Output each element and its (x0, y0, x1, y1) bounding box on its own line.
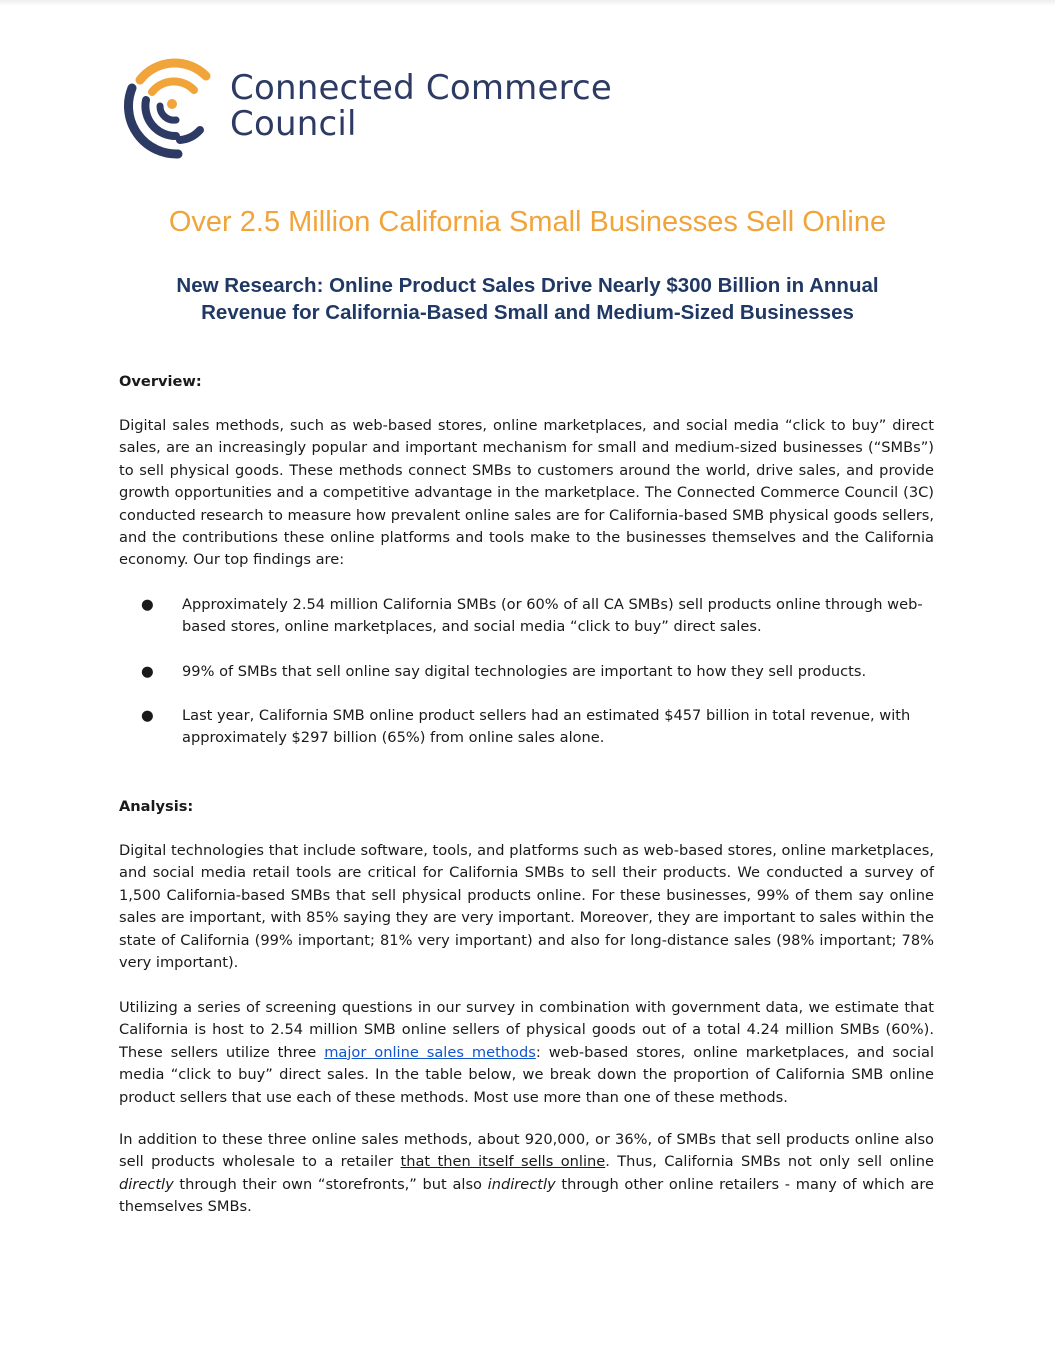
page-title: Over 2.5 Million California Small Businesses Sell Online (168, 206, 887, 238)
italic-indirectly: indirectly (487, 1175, 556, 1193)
bullet-dot-icon: ● (141, 596, 154, 613)
paragraph-3-text-b: . Thus, California SMBs not only sell online (605, 1153, 934, 1171)
connected-commerce-council-logo (118, 52, 618, 162)
findings-list (119, 594, 934, 754)
analysis-paragraph-3 (119, 1129, 934, 1219)
paragraph-3-text-c: through their own “storefronts,” but also (173, 1175, 488, 1193)
major-online-sales-methods-link[interactable]: major online sales methods (324, 1043, 536, 1061)
subtitle-line-2: Revenue for California-Based Small and Medium-Sized Businesses (201, 301, 854, 324)
bullet-dot-icon: ● (141, 663, 154, 680)
logo-wordmark (230, 70, 612, 142)
overview-heading: Overview: (119, 373, 202, 390)
analysis-paragraph-1: Digital technologies that include software, tools, and platforms such as web-based stores, online marketplaces, and social media retail tools are critical for California SMBs to sell their products. We conducted a survey of 1,500 California-based SMBs that sell physical products online. For these businesses, 99% of them say online sales are important, with 85% saying they are very important. Moreover, they are important to sales within the state of California (99% important; 81% very important) and also for long-distance sales (98% important; 78% very important). (119, 842, 934, 972)
signal-waves-icon (118, 52, 228, 162)
paragraph-3-text-d: through other online retailers - many of which are themselves SMBs. (119, 1175, 934, 1216)
analysis-paragraph-2 (119, 997, 934, 1109)
bullet-dot-icon: ● (141, 707, 154, 724)
analysis-heading: Analysis: (119, 798, 194, 815)
subtitle-line-1: New Research: Online Product Sales Drive Nearly $300 Billion in Annual (176, 274, 879, 297)
bullet-text: Last year, California SMB online product sellers had an estimated $457 billion in total revenue, with approximately $297 billion (65%) from online sales alone. (182, 707, 911, 747)
paragraph-2-text-b: : web-based stores, online marketplaces, and social media “click to buy” direct sales. In the table below, we break down the proportion of California SMB online product sellers that use each of these methods. Most use more than one of these methods. (119, 1043, 934, 1106)
page-subtitle (120, 272, 935, 326)
logo-line-1: Connected Commerce (230, 68, 613, 108)
page-top-edge (0, 0, 1055, 6)
paragraph-2-text-a: Utilizing a series of screening questions in our survey in combination with government data, we estimate that California is host to 2.54 million SMB online sellers of physical goods out of a total 4.24 million SMBs (60%). These sellers utilize three (119, 999, 934, 1061)
logo-line-2: Council (230, 104, 357, 144)
bullet-text: 99% of SMBs that sell online say digital technologies are important to how they sell products. (182, 663, 867, 680)
bullet-text: Approximately 2.54 million California SMBs (or 60% of all CA SMBs) sell products online through web-based stores, online marketplaces, and social media “click to buy” direct sales. (182, 596, 923, 636)
underlined-phrase: that then itself sells online (400, 1153, 606, 1171)
italic-directly: directly (119, 1175, 174, 1193)
paragraph-3-text-a: In addition to these three online sales methods, about 920,000, or 36%, of SMBs that sell products online also sell products wholesale to a retailer (119, 1131, 934, 1171)
overview-paragraph: Digital sales methods, such as web-based stores, online marketplaces, and social media “click to buy” direct sales, are an increasingly popular and important mechanism for small and medium-sized businesses (“SMBs”) to sell physical goods. These methods connect SMBs to customers around the world, drive sales, and provide growth opportunities and a competitive advantage in the marketplace. The Connected Commerce Council (3C) conducted research to measure how prevalent online sales are for California-based SMB physical goods sellers, and the contributions these online platforms and tools make to the businesses themselves and the California economy. Our top findings are: (119, 417, 934, 569)
